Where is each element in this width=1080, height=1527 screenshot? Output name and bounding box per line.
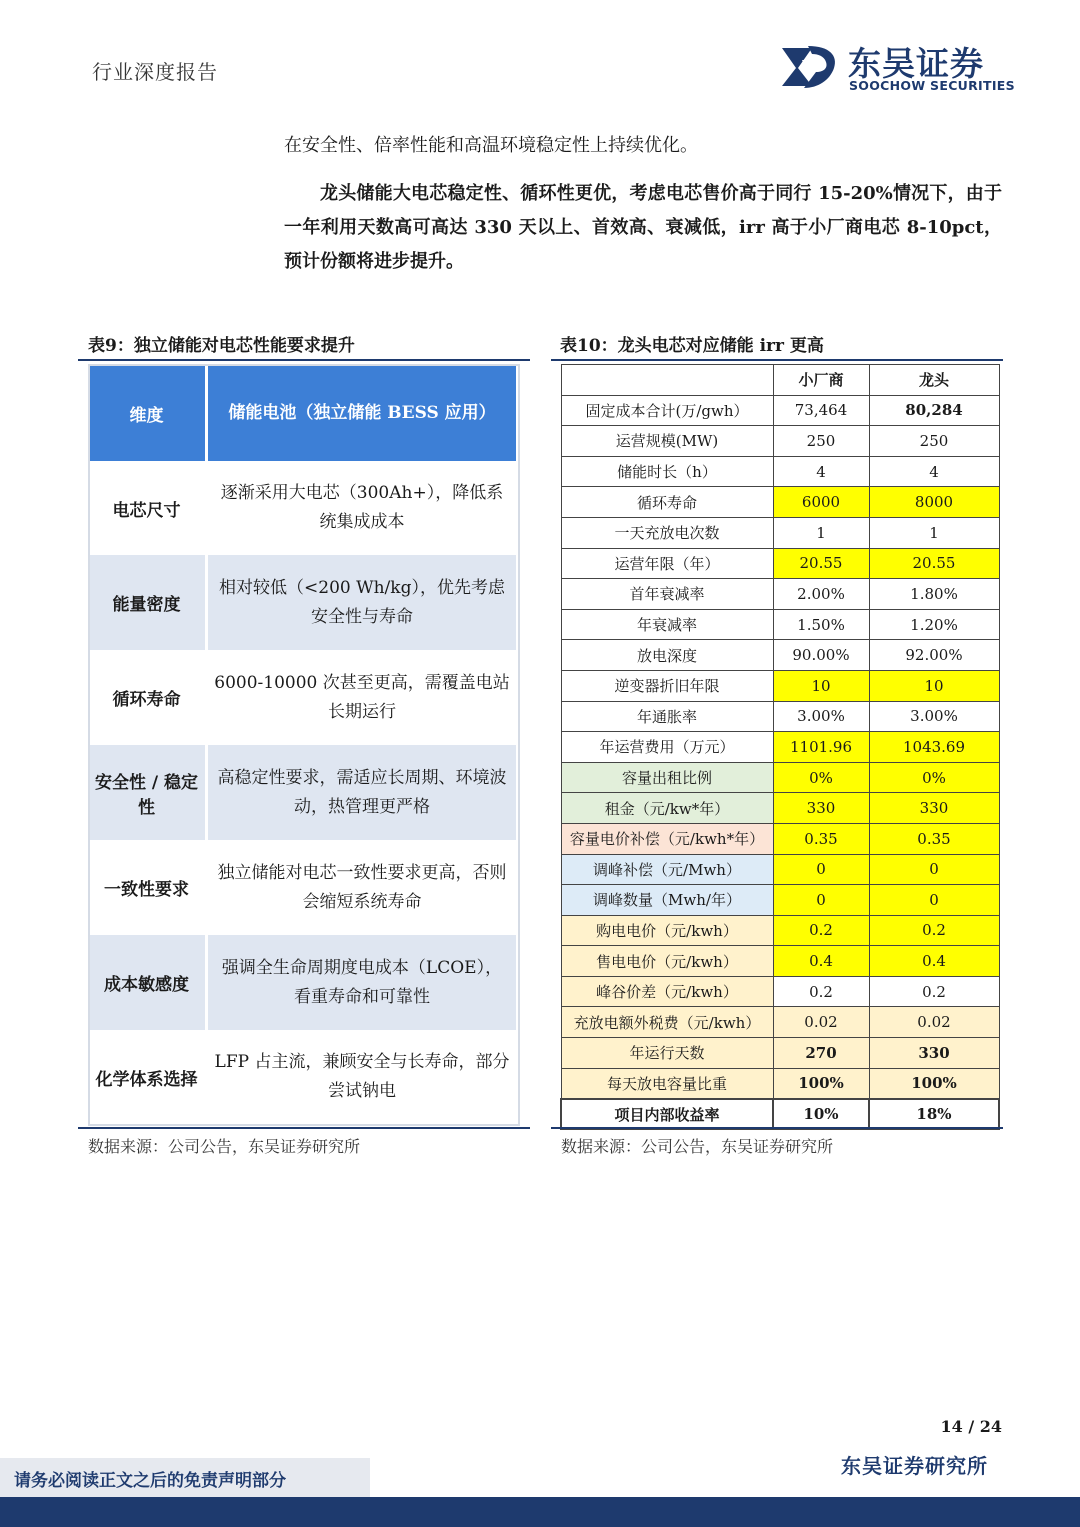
table10-row <box>561 732 999 763</box>
table10-label: 购电电价（元/kwh） <box>561 915 773 946</box>
table10-label: 项目内部收益率 <box>561 1099 773 1130</box>
body-paragraph-2: 龙头储能大电芯稳定性、循环性更优，考虑电芯售价高于同行 15-20%情况下，由于一年利用天数高可高达 330 天以上、首效高、衰减低，irr 高于小厂商电芯 8-10pct，预计份额将进步提升。 <box>284 183 1002 272</box>
table10-title-rule <box>551 359 1003 361</box>
table10-small-value: 73,464 <box>773 395 869 426</box>
table10-label: 一天充放电次数 <box>561 517 773 548</box>
table10-row <box>561 915 999 946</box>
table10-label: 容量电价补偿（元/kwh*年） <box>561 823 773 854</box>
table10-leader-value: 250 <box>869 426 999 457</box>
table10-small-value: 4 <box>773 456 869 487</box>
footer-org-name: 东吴证券研究所 <box>841 1454 988 1478</box>
table9-row <box>88 745 598 840</box>
table10-leader-value: 0.2 <box>869 976 999 1007</box>
table9-dimension-cell: 成本敏感度 <box>88 935 208 1030</box>
table9-row <box>88 1030 598 1124</box>
soochow-logo-icon <box>778 42 840 92</box>
table10-bottom-rule <box>551 1127 1003 1129</box>
table10-leader-value: 0.4 <box>869 946 999 977</box>
table9-description-cell: 高稳定性要求，需适应长周期、环境波动，热管理更严格 <box>208 745 516 840</box>
table9-dimension-cell: 电芯尺寸 <box>88 461 208 555</box>
brand-logo <box>778 40 1015 95</box>
body-paragraph-1: 在安全性、倍率性能和高温环境稳定性上持续优化。 <box>284 135 698 156</box>
table10-small-value: 6000 <box>773 487 869 518</box>
table10-small-value: 250 <box>773 426 869 457</box>
table10-label: 循环寿命 <box>561 487 773 518</box>
table9-row <box>88 935 598 1030</box>
table10-label: 峰谷价差（元/kwh） <box>561 976 773 1007</box>
table10-row <box>561 701 999 732</box>
table10-row <box>561 456 999 487</box>
table9-description-cell: 独立储能对电芯一致性要求更高，否则会缩短系统寿命 <box>208 840 516 935</box>
table10-leader-value: 80,284 <box>869 395 999 426</box>
table10-small-value: 20.55 <box>773 548 869 579</box>
table10-small-value: 0.02 <box>773 1007 869 1038</box>
table10-leader-value: 18% <box>869 1099 999 1130</box>
table10-label: 逆变器折旧年限 <box>561 670 773 701</box>
table10-small-value: 100% <box>773 1068 869 1099</box>
table10-label: 年运行天数 <box>561 1038 773 1069</box>
table10-label: 租金（元/kw*年） <box>561 793 773 824</box>
table9-row <box>88 555 598 650</box>
table10-row <box>561 976 999 1007</box>
table10-small-value: 3.00% <box>773 701 869 732</box>
table9-header-dimension: 维度 <box>88 366 208 461</box>
table9 <box>78 362 530 1128</box>
table10-leader-value: 3.00% <box>869 701 999 732</box>
table9-source: 数据来源：公司公告，东吴证券研究所 <box>88 1137 361 1156</box>
table10-label: 充放电额外税费（元/kwh） <box>561 1007 773 1038</box>
table10-small-value: 1.50% <box>773 609 869 640</box>
logo-chinese-name: 东吴证券 <box>848 44 984 83</box>
table10-small-value: 90.00% <box>773 640 869 671</box>
table10-small-value: 270 <box>773 1038 869 1069</box>
table10-leader-value: 100% <box>869 1068 999 1099</box>
table10-small-value: 10 <box>773 670 869 701</box>
table10-row <box>561 670 999 701</box>
table10-row <box>561 1068 999 1099</box>
table10-row <box>561 487 999 518</box>
table10-row <box>561 1007 999 1038</box>
table10-leader-value: 1.80% <box>869 579 999 610</box>
table10-small-value: 10% <box>773 1099 869 1130</box>
table10-label: 售电电价（元/kwh） <box>561 946 773 977</box>
table10-row <box>561 793 999 824</box>
table10-small-value: 0.4 <box>773 946 869 977</box>
table10-source: 数据来源：公司公告，东吴证券研究所 <box>561 1137 834 1156</box>
table10-label: 首年衰减率 <box>561 579 773 610</box>
table10-leader-value: 0.35 <box>869 823 999 854</box>
disclaimer-text: 请务必阅读正文之后的免责声明部分 <box>14 1471 286 1491</box>
table10-small-value: 0.2 <box>773 976 869 1007</box>
page-number: 14 / 24 <box>940 1417 1002 1436</box>
table10-row <box>561 640 999 671</box>
table10-label: 固定成本合计(万/gwh） <box>561 395 773 426</box>
table10-row <box>561 885 999 916</box>
table10-label: 储能时长（h） <box>561 456 773 487</box>
table10-small-value: 1101.96 <box>773 732 869 763</box>
table9-description-cell: 强调全生命周期度电成本（LCOE），看重寿命和可靠性 <box>208 935 516 1030</box>
table10-label: 每天放电容量比重 <box>561 1068 773 1099</box>
table10-leader-value: 1 <box>869 517 999 548</box>
table9-bottom-rule <box>78 1127 530 1129</box>
table10-small-value: 2.00% <box>773 579 869 610</box>
table10-row <box>561 579 999 610</box>
table10-label: 运营规模(MW) <box>561 426 773 457</box>
table10-leader-value: 330 <box>869 1038 999 1069</box>
table9-description-cell: 逐渐采用大电芯（300Ah+），降低系统集成成本 <box>208 461 516 555</box>
table10-row <box>561 854 999 885</box>
table10-label: 调峰补偿（元/Mwh） <box>561 854 773 885</box>
table10-label: 运营年限（年） <box>561 548 773 579</box>
footer-bar <box>0 1497 1080 1527</box>
table10-leader-value: 92.00% <box>869 640 999 671</box>
table10-small-value: 0.35 <box>773 823 869 854</box>
table9-description-cell: LFP 占主流，兼顾安全与长寿命，部分尝试钠电 <box>208 1030 516 1124</box>
table10-row <box>561 426 999 457</box>
table10-leader-value: 0.02 <box>869 1007 999 1038</box>
table10-header-row <box>561 365 999 396</box>
table10-row <box>561 946 999 977</box>
table10-row <box>561 1099 999 1130</box>
table10-header-leader: 龙头 <box>869 365 999 396</box>
table9-dimension-cell: 一致性要求 <box>88 840 208 935</box>
table10-header-small-maker: 小厂商 <box>773 365 869 396</box>
report-type-label: 行业深度报告 <box>92 60 218 84</box>
table9-row <box>88 650 598 745</box>
table9-dimension-cell: 能量密度 <box>88 555 208 650</box>
table9-row <box>88 840 598 935</box>
table9-dimension-cell: 循环寿命 <box>88 650 208 745</box>
table10-small-value: 330 <box>773 793 869 824</box>
table10-header-blank <box>561 365 773 396</box>
table10 <box>560 364 1000 1130</box>
table9-description-cell: 6000-10000 次甚至更高，需覆盖电站长期运行 <box>208 650 516 745</box>
table10-leader-value: 0% <box>869 762 999 793</box>
table9-title: 表9：独立储能对电芯性能要求提升 <box>88 336 355 356</box>
table10-row <box>561 517 999 548</box>
table10-small-value: 0% <box>773 762 869 793</box>
table10-label: 放电深度 <box>561 640 773 671</box>
table10-label: 调峰数量（Mwh/年） <box>561 885 773 916</box>
table10-leader-value: 0 <box>869 885 999 916</box>
table10-row <box>561 762 999 793</box>
table10-small-value: 0 <box>773 854 869 885</box>
table10-leader-value: 8000 <box>869 487 999 518</box>
table10-leader-value: 1.20% <box>869 609 999 640</box>
table10-label: 年衰减率 <box>561 609 773 640</box>
table10-title: 表10：龙头电芯对应储能 irr 更高 <box>560 336 824 356</box>
table9-header-row <box>88 366 598 461</box>
table10-row <box>561 395 999 426</box>
table10-leader-value: 4 <box>869 456 999 487</box>
table10-leader-value: 20.55 <box>869 548 999 579</box>
table10-leader-value: 10 <box>869 670 999 701</box>
table10-small-value: 0 <box>773 885 869 916</box>
table9-dimension-cell: 安全性 / 稳定性 <box>88 745 208 840</box>
table10-small-value: 1 <box>773 517 869 548</box>
table10-leader-value: 0 <box>869 854 999 885</box>
table9-header-application: 储能电池（独立储能 BESS 应用） <box>208 366 516 461</box>
table10-leader-value: 0.2 <box>869 915 999 946</box>
table10-label: 年通胀率 <box>561 701 773 732</box>
table9-title-rule <box>78 359 530 361</box>
table9-row <box>88 461 598 555</box>
table10-leader-value: 1043.69 <box>869 732 999 763</box>
table10-row <box>561 609 999 640</box>
logo-english-name: SOOCHOW SECURITIES <box>849 78 1015 93</box>
table9-dimension-cell: 化学体系选择 <box>88 1030 208 1124</box>
table10-row <box>561 1038 999 1069</box>
table9-description-cell: 相对较低（<200 Wh/kg），优先考虑安全性与寿命 <box>208 555 516 650</box>
table10-row <box>561 548 999 579</box>
table10-row <box>561 823 999 854</box>
table10-leader-value: 330 <box>869 793 999 824</box>
table10-small-value: 0.2 <box>773 915 869 946</box>
table10-label: 年运营费用（万元） <box>561 732 773 763</box>
table10-label: 容量出租比例 <box>561 762 773 793</box>
